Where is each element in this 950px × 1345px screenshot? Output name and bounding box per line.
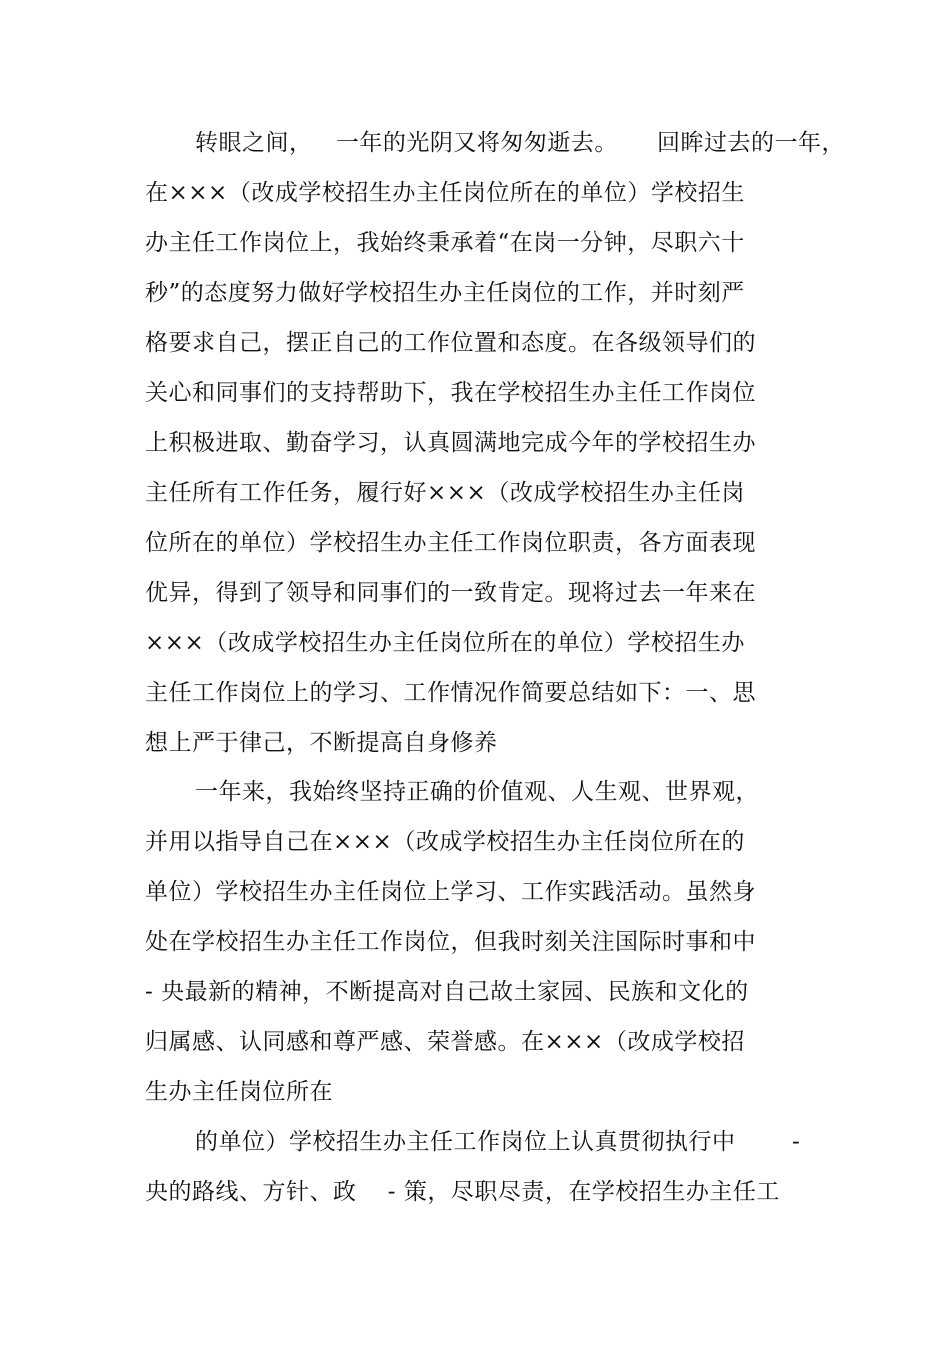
- text-line-11: ×××（改成学校招生办主任岗位所在的单位）学校招生办: [145, 630, 745, 656]
- text-line-17: 处在学校招生办主任工作岗位，但我时刻关注国际时事和中: [145, 929, 756, 955]
- text-line-10: 优异，得到了领导和同事们的一致肯定。现将过去一年来在: [145, 580, 756, 606]
- text-line-7: 上积极进取、勤奋学习，认真圆满地完成今年的学校招生办: [145, 430, 756, 456]
- text-line-9: 位所在的单位）学校招生办主任工作岗位职责，各方面表现: [145, 530, 756, 556]
- text-line-15: 并用以指导自己在×××（改成学校招生办主任岗位所在的: [145, 829, 745, 855]
- text-line-3: 办主任工作岗位上，我始终秉承着“在岗一分钟，尽职六十: [145, 230, 745, 256]
- text-line-21-dash: -: [792, 1129, 801, 1155]
- text-line-12: 主任工作岗位上的学习、工作情况作简要总结如下：一、思: [145, 680, 756, 706]
- text-line-22: 央的路线、方针、政 - 策，尽职尽责，在学校招生办主任工: [145, 1179, 780, 1205]
- text-line-5: 格要求自己，摆正自己的工作位置和态度。在各级领导们的: [145, 330, 756, 356]
- text-line-8: 主任所有工作任务，履行好×××（改成学校招生办主任岗: [145, 480, 745, 506]
- text-line-2: 在×××（改成学校招生办主任岗位所在的单位）学校招生: [145, 180, 745, 206]
- text-line-13: 想上严于律己，不断提高自身修养: [145, 730, 498, 756]
- text-line-19: 归属感、认同感和尊严感、荣誉感。在×××（改成学校招: [145, 1029, 745, 1055]
- text-line-1: 转眼之间， 一年的光阴又将匆匆逝去。 回眸过去的一年，: [195, 130, 845, 156]
- text-line-20: 生办主任岗位所在: [145, 1079, 333, 1105]
- text-line-14: 一年来，我始终坚持正确的价值观、人生观、世界观，: [195, 779, 759, 805]
- text-line-6: 关心和同事们的支持帮助下，我在学校招生办主任工作岗位: [145, 380, 756, 406]
- text-line-18: - 央最新的精神，不断提高对自己故土家园、民族和文化的: [145, 979, 749, 1005]
- text-line-4: 秒”的态度努力做好学校招生办主任岗位的工作，并时刻严: [145, 280, 745, 306]
- text-line-21: 的单位）学校招生办主任工作岗位上认真贯彻执行中: [195, 1129, 736, 1155]
- text-line-16: 单位）学校招生办主任岗位上学习、工作实践活动。虽然身: [145, 879, 756, 905]
